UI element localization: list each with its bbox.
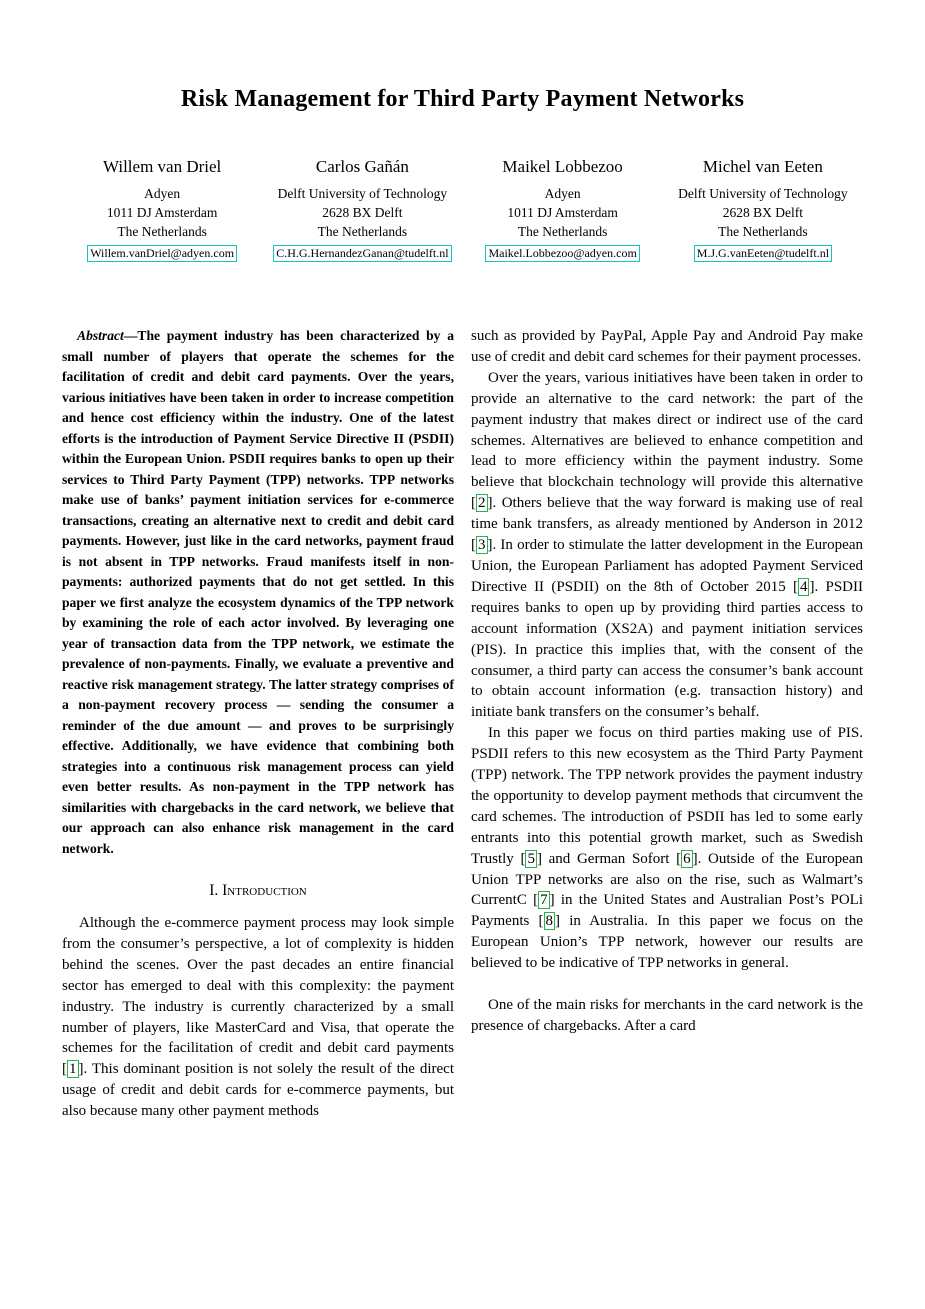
paragraph-text: . Outside of the European Union TPP networks are also on the rise, such as Walmart’s CurrentC [471, 850, 863, 909]
citation-link[interactable]: 8 [545, 913, 554, 930]
paragraph-text: . Others believe that the way forward is making use of real time bank transfers, as already mentioned by Anderson in 2012 [471, 495, 863, 533]
author-affiliation-line: 1011 DJ Amsterdam [507, 205, 618, 220]
citation-link[interactable]: 5 [527, 850, 535, 867]
paragraph: Over the years, various initiatives have been taken in order to provide an alternative to the card network: the part of the payment industry that makes direct or indirect use of the card schemes. Alternatives are believed to enhance competition and lead to more efficiency within the payment industry. Some believe that blockchain technology will provide this alternative [ 2 ]. Others believe that the way forward is making use of real time bank transfers, as already mentioned by Anderson in 2012 [ 3 ]. In order to stimulate the latter development in the European Union, the European Parliament has adopted Payment Serviced Directive II (PSDII) on the 8th of October 2015 [ 4 ]. PSDII requires banks to open up by providing third parties access to account information (XS2A) and payment initiation services (PIS). In practice this implies that, with the consent of the consumer, a third party can access the consumer’s bank account to obtain account information (e.g. transaction history) and initiate bank transfers on the consumer’s behalf. [471, 369, 863, 721]
author-block [62, 157, 262, 262]
paragraph-text: . In order to stimulate the latter development in the European Union, the European Parliament has adopted Payment Serviced Directive II (PSDII) on the 8th of October 2015 [471, 537, 863, 595]
author-block [262, 157, 462, 262]
citation-link[interactable]: 1 [69, 1061, 77, 1078]
authors-row [62, 157, 863, 262]
column-right [471, 326, 863, 1122]
author-email-link[interactable]: Willem.vanDriel@adyen.com [87, 245, 237, 262]
paragraph [471, 995, 863, 1037]
author-name: Carlos Gañán [315, 157, 409, 176]
right-paragraphs [471, 326, 863, 1037]
author-email-row [66, 241, 258, 262]
paragraph-text: Although the e-commerce payment process may look simple from the consumer’s perspective, a lot of complexity is hidden behind the scenes. Over the past decades an entire financial sector has emerged to deal with this complexity: the payment industry. The industry is currently characterized by a small number of players, like MasterCard and Visa, that operate the schemes for the facilitation of credit and debit card payments [62, 915, 454, 1057]
left-paragraphs [62, 913, 454, 1122]
paragraph-text: One of the main risks for merchants in the card network is the presence of chargebacks. After a card [471, 997, 863, 1034]
author-email-link[interactable]: C.H.G.HernandezGanan@tudelft.nl [273, 245, 451, 262]
citation-link[interactable]: 6 [683, 850, 691, 867]
paragraph-text: Over the years, various initiatives have been taken in order to provide an alternative to the card network: the part of the payment industry that makes direct or indirect use of the card schemes. Alternatives are believed to enhance competition and lead to more efficiency within the payment industry. Some believe that blockchain technology will provide this alternative [471, 369, 863, 491]
section-heading-introduction: I. Introduction [209, 882, 307, 899]
author-affiliation-line: Adyen [144, 186, 181, 201]
abstract-paragraph [62, 326, 454, 859]
author-name: Willem van Driel [102, 157, 222, 176]
author-affiliation-line: 2628 BX Delft [322, 205, 403, 220]
author-affiliation-line: Adyen [544, 186, 581, 201]
author-affiliation-line: The Netherlands [718, 224, 808, 239]
author-email-row [467, 241, 659, 262]
paragraph-text: such as provided by PayPal, Apple Pay and Android Pay make use of credit and debit card schemes for their payment processes. [471, 328, 863, 365]
paragraph-text: and German Sofort [541, 850, 677, 867]
author-email-row [667, 241, 859, 262]
author-affiliation-line: 2628 BX Delft [722, 205, 803, 220]
author-email-link[interactable]: Maikel.Lobbezoo@adyen.com [485, 245, 639, 262]
author-name: Maikel Lobbezoo [502, 157, 623, 176]
author-affiliation-line: Delft University of Technology [678, 186, 848, 201]
column-left [62, 326, 454, 1122]
citation-link[interactable]: 3 [478, 537, 486, 554]
paper-title: Risk Management for Third Party Payment Networks [180, 86, 745, 112]
two-column-body [62, 326, 863, 1122]
citation-link[interactable]: 7 [540, 892, 548, 909]
paragraph [471, 326, 863, 368]
author-email-link[interactable]: M.J.G.vanEeten@tudelft.nl [694, 245, 832, 262]
paragraph-text: In this paper we focus on third parties making use of PIS. PSDII refers to this new ecosystem as the Third Party Payment (TPP) network. The TPP network provides the payment industry the opportunity to develop payment methods that circumvent the card schemes. The introduction of PSDII has led to some early entrants into this potential growth market, such as Swedish Trustly [471, 725, 863, 867]
author-block [663, 157, 863, 262]
author-affiliation-line: The Netherlands [517, 224, 608, 239]
abstract-text: —The payment industry has been characterized by a small number of players that operate the schemes for the facilitation of credit and debit card payments. Over the years, various initiatives have been taken in order to increase competition and hence cost efficiency within the industry. One of the latest efforts is the introduction of Payment Service Directive II (PSDII) within the European Union. PSDII requires banks to open up their services to Third Party Payment (TPP) networks. TPP networks make use of banks’ payment initiation services for e-commerce transactions, creating an alternative next to credit and debit card payments. However, just like in the card networks, payment fraud is not absent in TPP networks. Fraud manifests itself in non-payments: authorized payments that do not get settled. In this paper we first analyze the ecosystem dynamics of the TPP network by examining the role of each actor involved. By leveraging one year of transaction data from the TPP network, we estimate the prevalence of non-payments. Finally, we evaluate a preventive and reactive risk management strategy. The latter strategy comprises of a non-payment recovery process — sending the consumer a reminder of the due amount — and proves to be surprisingly effective. Additionally, we have evidence that combining both strategies into a continuous risk management process can yield even better results. As non-payment in the TPP network has similarities with chargebacks in the card network, we believe that our approach can also enhance risk management in the card network. [62, 328, 454, 856]
paragraph: In this paper we focus on third parties making use of PIS. PSDII refers to this new ecosystem as the Third Party Payment (TPP) network. The TPP network provides the payment industry the opportunity to develop payment methods that circumvent the card schemes. The introduction of PSDII has led to some early entrants into this potential growth market, such as Swedish Trustly [ 5 ] and German Sofort [ 6 ]. Outside of the European Union TPP networks are also on the rise, such as Walmart’s CurrentC [ 7 ] in the United States and Australian Post’s POLi Payments [ 8 ] in Australia. In this paper we focus on the European Union’s TPP network, however our results are believed to be indicative of TPP networks in general. [471, 725, 863, 972]
paragraph-text: . PSDII requires banks to open up by providing third parties access to account information (XS2A) and payment initiation services (PIS). In practice this implies that, with the consent of the consumer, a third party can access the consumer’s bank account to obtain account information (e.g. transaction history) and initiate bank transfers on the consumer’s behalf. [471, 578, 863, 721]
author-affiliation-line: 1011 DJ Amsterdam [106, 205, 218, 220]
citation-link[interactable]: 4 [799, 578, 808, 595]
author-email-row [266, 241, 458, 262]
author-name: Michel van Eeten [702, 157, 823, 176]
paragraph-text: in the United States and Australian Post’s POLi Payments [471, 892, 863, 930]
author-affiliation-line: The Netherlands [117, 224, 207, 239]
paragraph-text: . This dominant position is not solely the result of the direct usage of credit and debit cards for e-commerce payments, but also because many other payment methods [62, 1061, 454, 1120]
paragraph-text: in Australia. In this paper we focus on the European Union’s TPP network, however our results are believed to be indicative of TPP networks in general. [471, 913, 863, 972]
paragraph: Although the e-commerce payment process may look simple from the consumer’s perspective, a lot of complexity is hidden behind the scenes. Over the past decades an entire financial sector has emerged to deal with this complexity: the payment industry. The industry is currently characterized by a small number of players, like MasterCard and Visa, that operate the schemes for the facilitation of credit and debit card payments [ 1 ]. This dominant position is not solely the result of the direct usage of credit and debit cards for e-commerce payments, but also because many other payment methods [62, 915, 454, 1120]
author-block [463, 157, 663, 262]
author-affiliation-line: The Netherlands [317, 224, 408, 239]
citation-link[interactable]: 2 [478, 495, 486, 512]
author-affiliation-line: Delft University of Technology [277, 186, 448, 201]
abstract-label: Abstract [77, 328, 124, 343]
